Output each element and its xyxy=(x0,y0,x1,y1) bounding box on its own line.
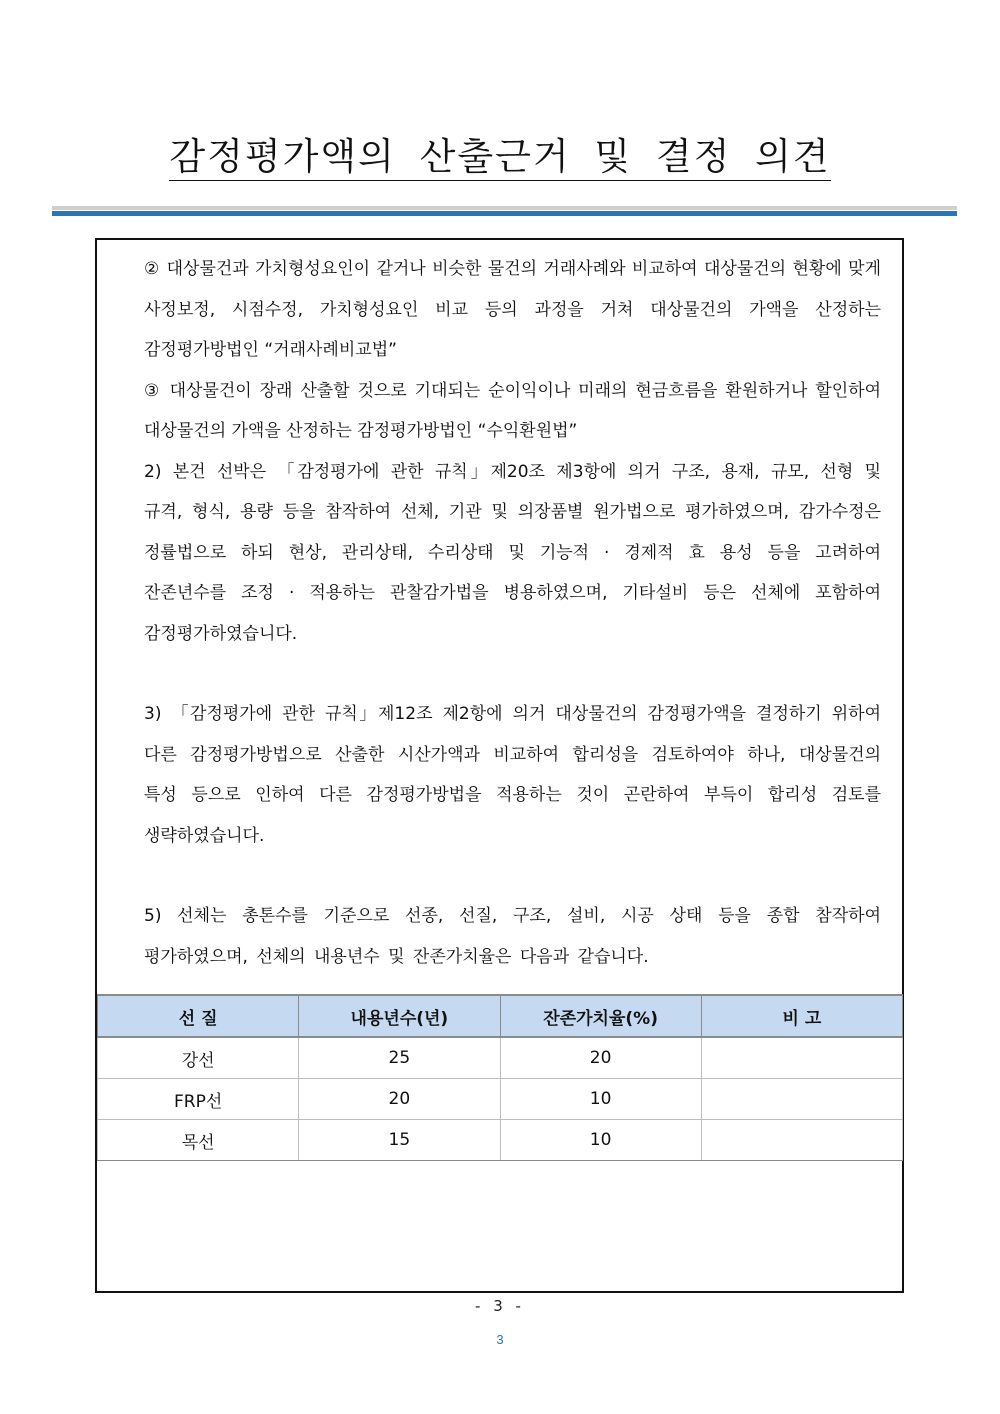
cell-remarks xyxy=(701,1079,902,1120)
cell-residual-rate: 10 xyxy=(500,1120,701,1161)
paragraph-item-2: 2) 본건 선박은 「감정평가에 관한 규칙」제20조 제3항에 의거 구조, 용재, 규모, 선형 및 규격, 형식, 용량 등을 참작하여 선체, 기관 및 의장품별 원가법으로 평가하였으며, 감가수정은 정률법으로 하되 현상, 관리상태, 수리상태 및 기능적 · 경제적 효 용성 등을 고려하여 잔존년수를 조정 · 적용하는 관찰감가법을 병용하였으며, 기타설비 등은 선체에 포함하여 감정평가하였습니다. xyxy=(144,461,881,644)
footer-page-number: 3 xyxy=(496,1332,504,1347)
cell-material: 목선 xyxy=(98,1120,299,1161)
table-row xyxy=(98,1120,903,1161)
title-rule-blue xyxy=(52,211,957,216)
document-title-text: 감정평가액의 산출근거 및 결정 의견 xyxy=(169,135,830,181)
cell-material: FRP선 xyxy=(98,1079,299,1120)
durability-table xyxy=(97,994,903,1161)
paragraph-gap xyxy=(144,856,881,896)
cell-material: 강선 xyxy=(98,1037,299,1079)
cell-useful-life: 25 xyxy=(299,1037,500,1079)
table-row xyxy=(98,1079,903,1120)
cell-remarks xyxy=(701,1037,902,1079)
title-rule-gray xyxy=(52,206,957,210)
durability-table-wrapper xyxy=(97,994,903,1161)
cell-residual-rate: 20 xyxy=(500,1037,701,1079)
paragraph-item-3: 3) 「감정평가에 관한 규칙」제12조 제2항에 의거 대상물건의 감정평가액을 결정하기 위하여 다른 감정평가방법으로 산출한 시산가액과 비교하여 합리성을 검토하여야 하나, 대상물건의 특성 등으로 인하여 다른 감정평가방법을 적용하는 것이 곤란하여 부득이 합리성 검토를 생략하였습니다. xyxy=(144,704,881,846)
column-header-material: 선 질 xyxy=(98,995,299,1037)
paragraph-item-5: 5) 선체는 총톤수를 기준으로 선종, 선질, 구조, 설비, 시공 상태 등을 종합 참작하여 평가하였으며, 선체의 내용년수 및 잔존가치율은 다음과 같습니다. xyxy=(144,906,881,967)
column-header-useful-life: 내용년수(년) xyxy=(299,995,500,1037)
table-header-row xyxy=(98,995,903,1037)
paragraph-gap xyxy=(144,654,881,694)
cell-remarks xyxy=(701,1120,902,1161)
table-row xyxy=(98,1037,903,1079)
content-body xyxy=(144,249,881,977)
paragraph-method-income: ③ 대상물건이 장래 산출할 것으로 기대되는 순이익이나 미래의 현금흐름을 환원하거나 할인하여 대상물건의 가액을 산정하는 감정평가방법인 “수익환원법” xyxy=(144,380,881,441)
paragraph-method-comparison: ② 대상물건과 가치형성요인이 같거나 비슷한 물건의 거래사례와 비교하여 대상물건의 현황에 맞게 사정보정, 시점수정, 가치형성요인 비교 등의 과정을 거쳐 대상물건의 가액을 산정하는 감정평가방법인 “거래사례비교법” xyxy=(144,259,881,360)
cell-useful-life: 15 xyxy=(299,1120,500,1161)
cell-useful-life: 20 xyxy=(299,1079,500,1120)
page-number-label: - 3 - xyxy=(475,1297,525,1315)
column-header-remarks: 비 고 xyxy=(701,995,902,1037)
cell-residual-rate: 10 xyxy=(500,1079,701,1120)
column-header-residual-rate: 잔존가치율(%) xyxy=(500,995,701,1037)
document-title xyxy=(0,132,1000,182)
